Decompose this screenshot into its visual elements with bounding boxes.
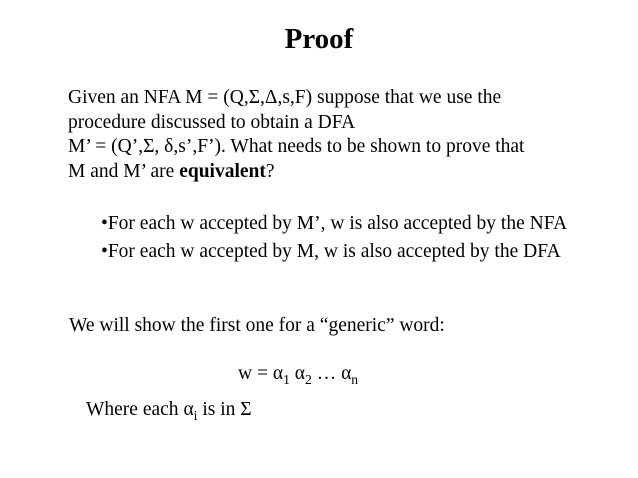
subscript-i: i [193,408,198,423]
show-statement: We will show the first one for a “generic” word: [69,315,445,336]
question-paragraph [68,86,628,184]
bullet-item-2: •For each w accepted by M, w is also accepted by the DFA [101,241,561,262]
formula-prefix: w = [238,363,273,384]
where-suffix: is in Σ [197,399,252,420]
where-statement [86,398,252,422]
equivalent-keyword: equivalent [179,160,266,182]
subscript-n: n [351,372,359,387]
paragraph-line-4-prefix: M and M’ are [68,160,180,182]
alpha-symbol-2: α [294,363,305,384]
paragraph-line-4-suffix: ? [265,160,275,182]
bullet-item-1: •For each w accepted by M’, w is also accepted by the NFA [101,213,568,234]
where-prefix: Where each [86,399,184,420]
subscript-2: 2 [304,372,312,387]
paragraph-line-3: M’ = (Q’,Σ, δ,s’,F’). What needs to be shown to prove that [68,136,525,157]
subscript-1: 1 [283,372,290,387]
paragraph-line-2: procedure discussed to obtain a DFA [68,111,356,133]
word-formula [238,362,358,386]
alpha-symbol-1: α [272,363,284,384]
formula-ellipsis: … [311,363,342,384]
paragraph-line-1: Given an NFA M = (Q,Σ,Δ,s,F) suppose that we use the [68,87,502,108]
alpha-symbol-n: α [341,363,352,384]
paragraph-line-4 [68,160,628,185]
alpha-symbol-i: α [183,399,194,420]
bullet-list [101,210,567,266]
slide-title: Proof [284,23,354,55]
